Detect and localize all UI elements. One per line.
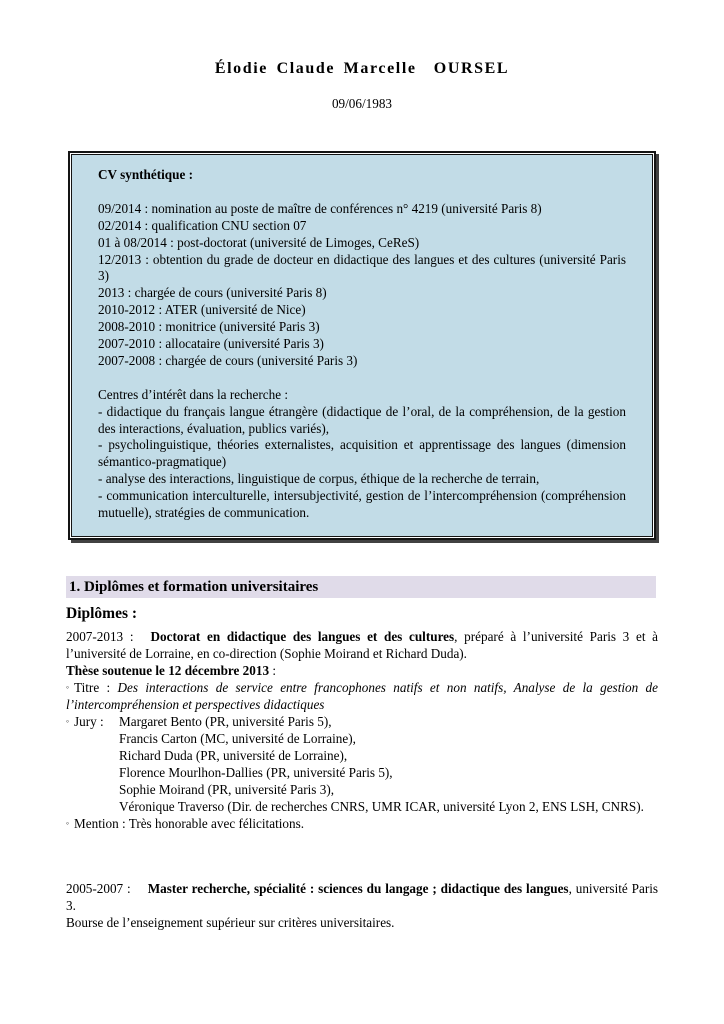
section-1-heading: 1. Diplômes et formation universitaires [66, 576, 656, 598]
birth-date: 09/06/1983 [331, 96, 393, 111]
section-1-body [66, 604, 658, 931]
doctorat-title: Doctorat en didactique des langues et des cultures [150, 629, 455, 644]
interest-item: - didactique du français langue étrangère (didactique de l’oral, de la compréhension, de la gestion des interactions, évaluation, publics variés), [98, 403, 626, 436]
summary-box-heading: CV synthétique : [98, 167, 194, 182]
interest-item: - communication interculturelle, intersubjectivité, gestion de l’intercompréhension (compréhension mutuelle), stratégies de communication. [98, 488, 626, 521]
timeline-item: 2013 : chargée de cours (université Paris 8) [98, 285, 327, 301]
mention-line [66, 815, 658, 832]
timeline-item: 2007-2008 : chargée de cours (université Paris 3) [98, 352, 358, 368]
summary-box [68, 151, 656, 540]
jury-block [66, 713, 658, 815]
master-rest: , université Paris 3. [66, 881, 659, 913]
doctorat-rest: , préparé à l’université Paris 3 et à l’université de Lorraine, en co-direction (Sophie Moirand et Richard Duda). [66, 629, 659, 661]
jury-member: Richard Duda (PR, université de Lorraine), [119, 748, 348, 763]
spacer [98, 370, 626, 387]
interest-item: - psycholinguistique, théories externalistes, acquisition et apprentissage des langues (dimension sémantico-pragmatique) [98, 437, 626, 470]
these-bold: Thèse soutenue le 12 décembre 2013 [66, 663, 270, 678]
timeline-item: 2008-2010 : monitrice (université Paris 3) [98, 319, 320, 335]
titre-paragraph [66, 679, 658, 713]
circle-bullet-icon: ◦ [66, 682, 70, 692]
bourse-line: Bourse de l’enseignement supérieur sur critères universitaires. [66, 915, 395, 930]
jury-member: Véronique Traverso (Dir. de recherches CNRS, UMR ICAR, université Lyon 2, ENS LSH, CNRS). [119, 799, 644, 814]
these-line [66, 662, 658, 679]
interests-heading: Centres d’intérêt dans la recherche : [98, 386, 289, 402]
circle-bullet-icon: ◦ [66, 716, 70, 726]
titre-label: Titre : [74, 680, 118, 695]
timeline-item: 09/2014 : nomination au poste de maître de conférences n° 4219 (université Paris 8) [98, 200, 542, 216]
master-title: Master recherche, spécialité : sciences du langage ; didactique des langues [147, 881, 569, 896]
timeline-item: 2010-2012 : ATER (université de Nice) [98, 302, 306, 318]
these-suffix: : [269, 663, 277, 678]
jury-member: Francis Carton (MC, université de Lorraine), [119, 731, 356, 746]
jury-member: Florence Mourlhon-Dallies (PR, université Paris 5), [119, 765, 393, 780]
master-period: 2005-2007 : [66, 881, 131, 896]
master-paragraph [66, 880, 658, 914]
timeline-item: 12/2013 : obtention du grade de docteur en didactique des langues et des cultures (université Paris 3) [98, 251, 626, 284]
jury-member: Sophie Moirand (PR, université Paris 3), [119, 782, 335, 797]
jury-label: Jury : [74, 714, 104, 729]
timeline-item: 02/2014 : qualification CNU section 07 [98, 217, 307, 233]
timeline-item: 01 à 08/2014 : post-doctorat (université de Limoges, CeReS) [98, 234, 420, 250]
summary-box-inner [71, 154, 653, 537]
timeline-item: 2007-2010 : allocataire (université Paris 3) [98, 336, 324, 352]
titre-italic: Des interactions de service entre francophones natifs et non natifs, Analyse de la gestion de l’intercompréhension et perspectives didactiques [66, 680, 658, 712]
diplomes-subheading: Diplômes : [66, 605, 138, 622]
mention-text: Mention : Très honorable avec félicitations. [74, 816, 305, 831]
spacer [98, 184, 626, 201]
spacer [66, 832, 658, 880]
interest-item: - analyse des interactions, linguistique de corpus, éthique de la recherche de terrain, [98, 471, 540, 487]
doctorat-period: 2007-2013 : [66, 629, 134, 644]
jury-label-wrap [66, 713, 104, 730]
page-title: Élodie Claude Marcelle OURSEL [214, 60, 510, 77]
circle-bullet-icon: ◦ [66, 818, 70, 828]
doctorat-paragraph [66, 628, 658, 662]
jury-member: Margaret Bento (PR, université Paris 5), [119, 714, 332, 729]
